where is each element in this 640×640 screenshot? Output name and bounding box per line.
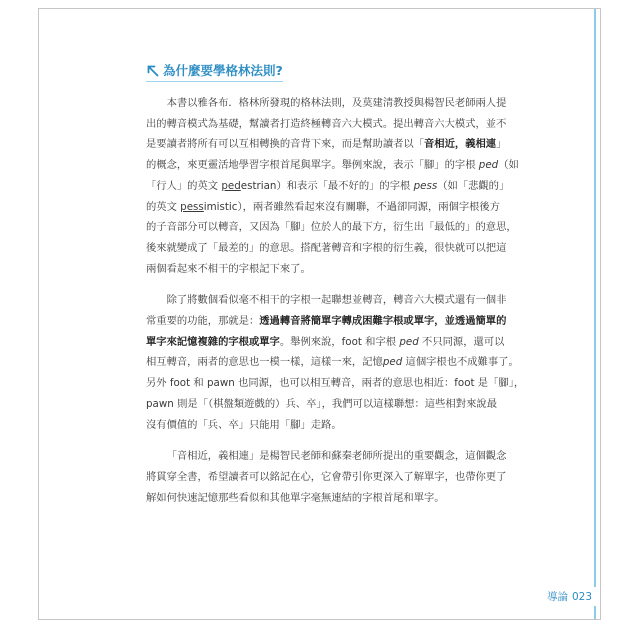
text-run: 的概念，來更靈活地學習字根首尾與單字。舉例來說，表示「腳」的字根: [146, 159, 479, 172]
paragraph: [146, 93, 519, 279]
text-run: 常重要的功能，那就是：: [146, 315, 260, 328]
text-run: 。舉例來說，foot 和字根: [279, 335, 400, 348]
bold-text: 單字來記憶複雜的字根或單字: [146, 335, 280, 348]
text-line: [146, 217, 517, 238]
text-line: [146, 259, 497, 280]
text-run: 出的轉音模式為基礎，幫讀者打造終極轉音六大模式。提出轉音六大模式，並不: [146, 117, 507, 130]
text-line: [146, 446, 507, 467]
text-run: estrian）和表示「最不好的」的字根: [240, 179, 414, 192]
text-line: [146, 155, 519, 176]
text-run: 將貫穿全書，希望讀者可以銘記在心，它會帶引你更深入了解單字，也帶你更了: [146, 470, 507, 483]
text-run: pawn 則是「（棋盤類遊戲的）兵、卒」，我們可以這樣聯想：這些相對來說最: [146, 397, 497, 410]
text-line: [146, 332, 505, 353]
text-run: 沒有價值的「兵、卒」只能用「腳」走路。: [146, 418, 342, 431]
text-line: [146, 114, 507, 135]
italic-term: ped: [382, 356, 403, 369]
text-run: 是要讀者將所有可以互相轉換的音背下來，而是幫助讀者以「: [146, 138, 425, 151]
text-run: 」: [496, 138, 507, 151]
text-run: 這個字根也不成難事了。: [402, 356, 519, 369]
text-run: 另外 foot 和 pawn 也同源，也可以相互轉音，兩者的意思也相近：foot 是「腳」，: [146, 377, 525, 390]
heading-title: 為什麼要學格林法則?: [163, 63, 283, 78]
text-run: 兩個看起來不相干的字根記下來了。: [146, 262, 311, 275]
text-run: 後來就變成了「最差的」的意思。搭配著轉音和字根的衍生義，很快就可以把這: [146, 241, 507, 254]
text-run: 除了將數個看似毫不相干的字根一起聯想並轉音，轉音六大模式還有一個非: [166, 294, 507, 307]
text-line: [146, 176, 510, 197]
text-line: [146, 311, 507, 332]
text-run: 的子音部分可以轉音，又因為「腳」位於人的最下方，衍生出「最低的」的意思，: [146, 221, 517, 234]
text-run: 的英文: [146, 200, 181, 213]
text-run: （如: [498, 159, 519, 172]
text-line: [146, 373, 525, 394]
text-run: 本書以雅各布．格林所發現的格林法則，及莫建清教授與楊智民老師兩人提: [166, 97, 507, 109]
italic-term: ped: [399, 335, 419, 348]
text-run: 「行人」的英文: [146, 179, 222, 192]
text-run: 相互轉音，兩者的意思也一模一樣，這樣一來，記憶: [146, 356, 383, 369]
paragraph: [146, 290, 525, 435]
text-line: [146, 488, 497, 509]
text-line: [146, 467, 507, 488]
text-line: [146, 394, 497, 415]
text-run: 解如何快速記憶那些看似和其他單字毫無連結的字根首尾和單字。: [146, 491, 445, 504]
arrow-up-left-icon: [146, 64, 159, 77]
margin-rule: [594, 9, 596, 587]
text-line: [146, 290, 507, 311]
text-line: [146, 93, 507, 114]
page-number: 023: [571, 591, 592, 603]
page-footer: [547, 590, 592, 604]
bold-text: 透過轉音將簡單字轉成困難字根或單字，並透過簡單的: [259, 315, 507, 328]
text-run: imistic），兩者雖然看起來沒有關聯，不過卻同源，兩個字根後方: [203, 200, 501, 213]
text-line: [146, 197, 501, 218]
margin-rule: [594, 606, 596, 619]
underlined-root: pess: [180, 200, 204, 213]
text-line: [146, 352, 519, 373]
italic-term: pess: [413, 179, 438, 192]
italic-term: ped: [478, 159, 499, 172]
text-run: 「音相近，義相連」是楊智民老師和蘇秦老師所提出的重要觀念，這個觀念: [166, 450, 507, 463]
bold-text: 音相近，義相連: [424, 138, 497, 151]
text-line: [146, 415, 497, 436]
body-text: [146, 93, 525, 519]
text-line: [146, 134, 507, 155]
section-label: 導論: [546, 591, 568, 603]
section-heading: [146, 63, 283, 82]
text-run: （如「悲觀的」: [437, 179, 510, 192]
text-line: [146, 238, 507, 259]
text-run: 不只同源，還可以: [418, 335, 505, 348]
paragraph: [146, 446, 507, 508]
underlined-root: ped: [221, 179, 241, 192]
